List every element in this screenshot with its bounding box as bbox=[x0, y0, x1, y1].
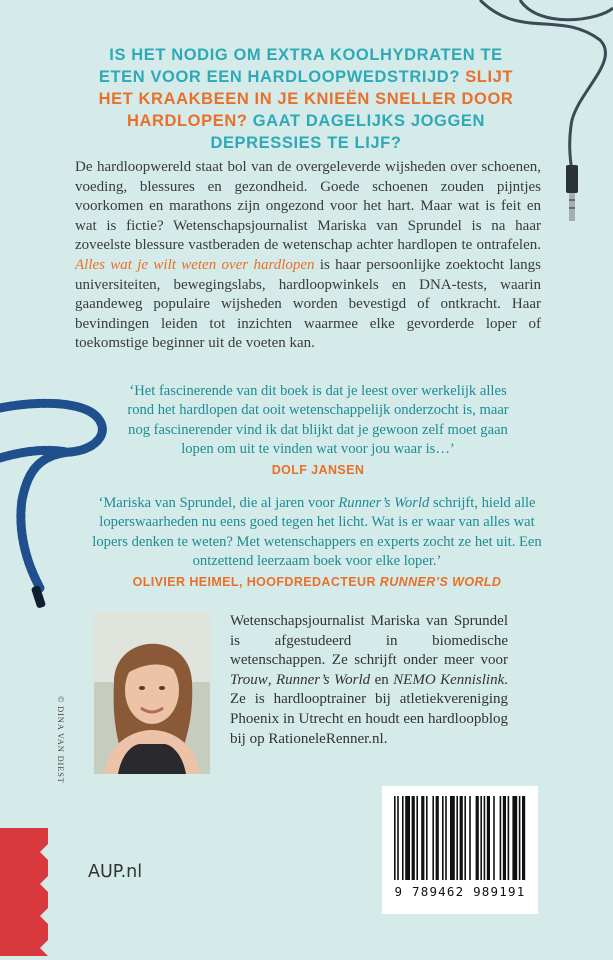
isbn-number: 9 789462 989191 bbox=[394, 884, 526, 899]
quote-2-text-after: schrijft, hield alle loperswaarheden nu eens goed tegen het licht. Wat is er waar van alles wat lopers denken te weten? Met wetenschappers en experts zocht ze het uit. Een ontzettend leerzaam boek voor elke loper.’ bbox=[92, 495, 542, 570]
publisher-logo-mark bbox=[0, 828, 48, 956]
blurb-text-before: De hardloopwereld staat bol van de overgeleverde wijsheden over schoenen, voeding, blessures en gezondheid. Goede schoenen zouden pijntjes voorkomen en marathons zijn ongezond voor het hart. Maar wat is feit en wat is fictie? Wetenschapsjournalist Mariska van Sprundel is na haar zoveelste blessure vastberaden de wetenschap achter hardlopen te ontrafelen. bbox=[75, 159, 541, 254]
photo-credit bbox=[56, 636, 80, 784]
bio-separator: , bbox=[267, 671, 272, 688]
book-blurb bbox=[75, 158, 541, 354]
headline-question-2: SLIJT HET KRAAKBEEN IN JE KNIEËN SNELLER DOOR HARDLOPEN? bbox=[98, 68, 514, 130]
barcode-bars bbox=[390, 796, 546, 892]
bio-text-1: Wetenschapsjournalist Mariska van Sprundel is afgestudeerd in biomedische wetenschappen. Ze schrijft onder meer voor bbox=[230, 613, 508, 669]
quote-2-author-magazine: RUNNER’S WORLD bbox=[379, 574, 502, 589]
blurb-text-after: is haar persoonlijke zoektocht langs universiteiten, bewegingslabs, hardloopwinkels en DNA-tests, waarin gaandeweg populaire wijsheden worden bevestigd of ontkracht. Haar bevindingen leiden tot inzichten waarmee elke gevorderde loper of toekomstige beginner uit de voeten kan. bbox=[75, 256, 542, 352]
quote-1-author: DOLF JANSEN bbox=[271, 462, 365, 477]
bio-text-3: . Ze is hardlooptrainer bij atletiekvereniging Phoenix in Utrecht en houdt een hardloopblog bij op RationeleRenner.nl. bbox=[230, 671, 508, 747]
author-bio bbox=[230, 612, 508, 749]
quote-2-magazine: Runner’s World bbox=[338, 495, 430, 511]
bio-text-2: en bbox=[374, 671, 389, 688]
headline-question-1: IS HET NODIG OM EXTRA KOOLHYDRATEN TE ETEN VOOR EEN HARDLOOPWEDSTRIJD? bbox=[98, 46, 503, 86]
quote-2-author: OLIVIER HEIMEL, HOOFDREDACTEUR bbox=[132, 574, 376, 589]
author-photo bbox=[94, 612, 210, 774]
quote-2-attribution bbox=[82, 573, 552, 592]
quote-1-text: ‘Het fascinerende van dit boek is dat je leest over werkelijk alles rond het hardlopen dat ooit wetenschappelijk onderzocht is, maar nog fascinerender vind ik dat blijkt dat je gewoon zelf moet gaan lopen om uit te vinden wat voor jou waar is…’ bbox=[127, 383, 509, 458]
quote-2-text-before: ‘Mariska van Sprundel, die al jaren voor bbox=[98, 495, 335, 511]
headline-question-3: GAAT DAGELIJKS JOGGEN DEPRESSIES TE LIJF? bbox=[210, 112, 486, 152]
review-quote-1 bbox=[118, 382, 518, 480]
blurb-book-title: Alles wat je wilt weten over hardlopen bbox=[75, 256, 315, 273]
bio-publication-2: Runner’s World bbox=[275, 671, 371, 688]
photo-credit-text: © DINA VAN DIEST bbox=[56, 696, 66, 784]
cover-headline bbox=[86, 44, 526, 154]
bio-publication-1: Trouw bbox=[230, 671, 268, 688]
bio-publication-3: NEMO Kennislink bbox=[393, 671, 505, 688]
author-portrait-illustration bbox=[94, 612, 210, 774]
publisher-website: AUP.nl bbox=[88, 862, 143, 882]
review-quote-2 bbox=[82, 494, 552, 592]
